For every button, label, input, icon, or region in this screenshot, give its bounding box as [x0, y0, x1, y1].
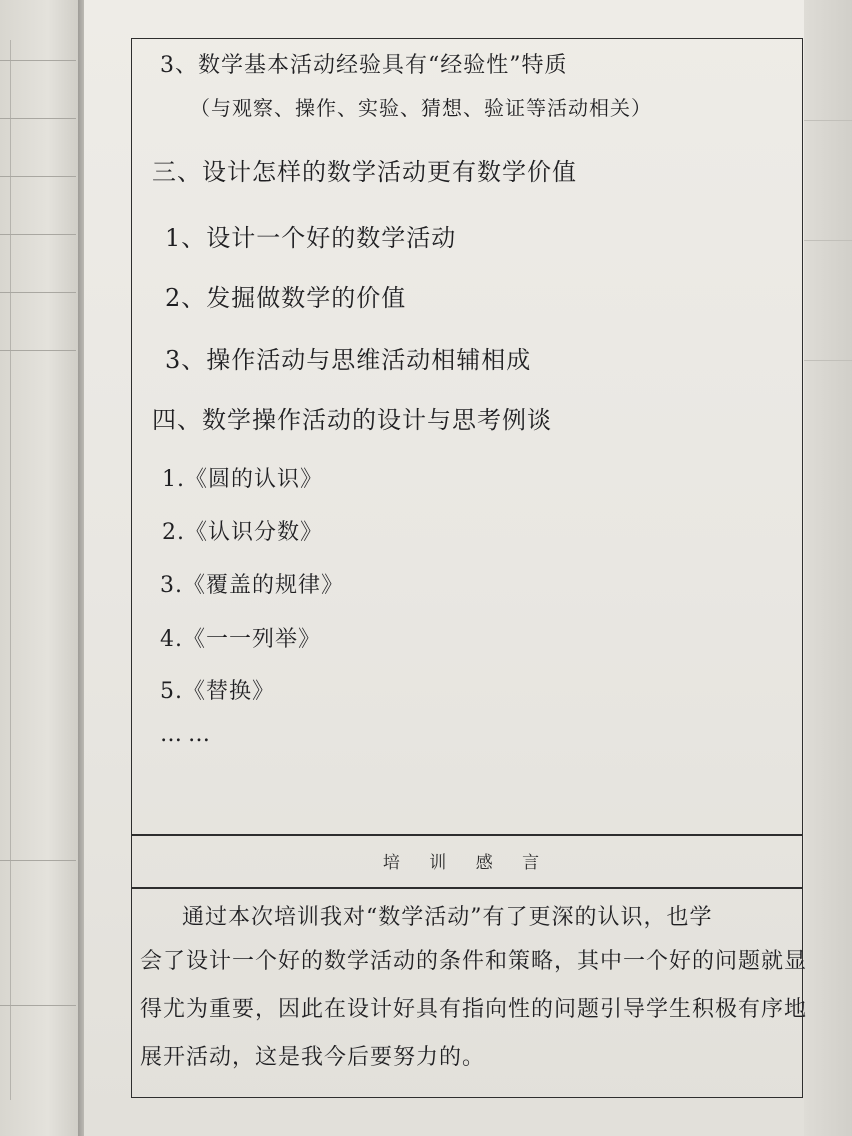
left-page-rule [0, 292, 76, 293]
list-item: 1.《圆的认识》 [162, 467, 323, 492]
left-page-rule [0, 60, 76, 61]
right-edge-rule [804, 360, 852, 361]
left-page-margin-line [10, 40, 11, 1100]
note-line: 3、数学基本活动经验具有“经验性”特质 [160, 53, 568, 78]
ellipsis: …… [160, 722, 216, 747]
left-page-rule [0, 1005, 76, 1006]
section-divider-bottom [131, 887, 803, 889]
note-line: （与观察、操作、实验、猜想、验证等活动相关） [190, 96, 652, 120]
note-heading: 四、数学操作活动的设计与思考例谈 [152, 406, 552, 434]
section-heading: 培 训 感 言 [382, 853, 552, 873]
left-page-rule [0, 860, 76, 861]
note-line: 3、操作活动与思维活动相辅相成 [165, 346, 532, 374]
reflection-line: 得尤为重要，因此在设计好具有指向性的问题引导学生积极有序地 [140, 997, 808, 1022]
right-page-edge [804, 0, 852, 1136]
right-edge-rule [804, 240, 852, 241]
section-divider-top [131, 834, 803, 836]
reflection-line: 展开活动，这是我今后要努力的。 [140, 1045, 486, 1070]
right-edge-rule [804, 120, 852, 121]
list-item: 3.《覆盖的规律》 [160, 573, 344, 598]
left-page [0, 0, 80, 1136]
list-item: 5.《替换》 [160, 679, 275, 704]
reflection-line: 会了设计一个好的数学活动的条件和策略，其中一个好的问题就显 [140, 949, 808, 974]
left-page-rule [0, 118, 76, 119]
left-page-rule [0, 234, 76, 235]
left-page-rule [0, 350, 76, 351]
list-item: 2.《认识分数》 [162, 520, 323, 545]
note-line: 1、设计一个好的数学活动 [165, 224, 457, 252]
note-line: 2、发掘做数学的价值 [165, 284, 407, 312]
reflection-line: 通过本次培训我对“数学活动”有了更深的认识，也学 [182, 905, 713, 930]
list-item: 4.《一一列举》 [160, 627, 321, 652]
note-heading: 三、设计怎样的数学活动更有数学价值 [152, 158, 577, 186]
left-page-rule [0, 176, 76, 177]
